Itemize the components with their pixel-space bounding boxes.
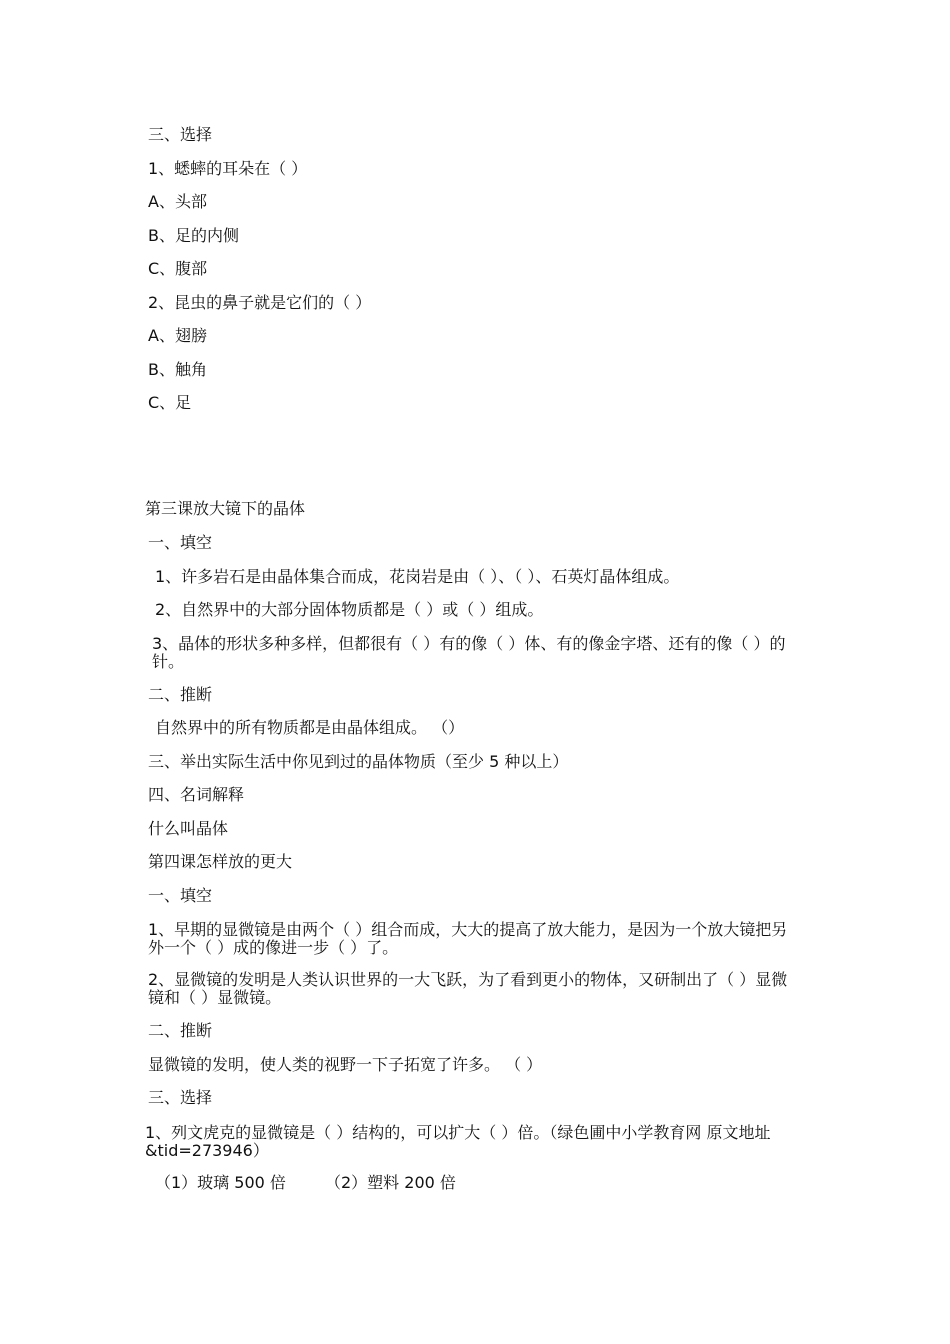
lesson4-fill-item-2: 2、显微镜的发明是人类认识世界的一大飞跃，为了看到更小的物体，又研制出了（ ）显微镜和（ ）显微镜。: [148, 970, 788, 1007]
lesson4-judge-item: 显微镜的发明，使人类的视野一下子拓宽了许多。 （ ）: [148, 1055, 543, 1074]
lesson3-fill-item-3: 3、晶体的形状多种多样，但都很有（ ）有的像（ ）体、有的像金字塔、还有的像（ ）的针。: [152, 634, 786, 671]
lesson4-fill-item-1: 1、早期的显微镜是由两个（ ）组合而成，大大的提高了放大能力，是因为一个放大镜把另外一个（ ）成的像进一步（ ）了。: [148, 920, 788, 957]
lesson3-fill-item-1: 1、许多岩石是由晶体集合而成，花岗岩是由（ ）、（ ）、石英灯晶体组成。: [155, 567, 680, 586]
lesson4-choice-option-2: （2）塑料 200 倍: [325, 1173, 456, 1192]
lesson3-fill-heading: 一、填空: [148, 533, 213, 552]
option-2c: C、足: [148, 393, 192, 412]
option-1b: B、足的内侧: [148, 226, 239, 245]
lesson3-judge-heading: 二、推断: [148, 685, 213, 704]
lesson4-fill-heading: 一、填空: [148, 886, 213, 905]
option-2a: A、翅膀: [148, 326, 207, 345]
lesson4-choice-heading: 三、选择: [148, 1088, 213, 1107]
lesson4-judge-heading: 二、推断: [148, 1021, 213, 1040]
lesson4-choice-item: 1、列文虎克的显微镜是（ ）结构的，可以扩大（ ）倍。（绿色圃中小学教育网 原文地址&tid=273946）: [145, 1123, 771, 1160]
lesson3-terms-heading: 四、名词解释: [148, 785, 245, 804]
lesson4-title: 第四课怎样放的更大: [148, 852, 293, 871]
lesson3-title: 第三课放大镜下的晶体: [145, 499, 306, 518]
lesson3-judge-item: 自然界中的所有物质都是由晶体组成。 （）: [155, 718, 465, 737]
lesson4-choice-option-1: （1）玻璃 500 倍: [155, 1173, 286, 1192]
lesson3-fill-item-2: 2、自然界中的大部分固体物质都是（ ）或（ ）组成。: [155, 600, 544, 619]
question-2: 2、昆虫的鼻子就是它们的（ ）: [148, 293, 372, 312]
section-heading-choice: 三、选择: [148, 125, 213, 144]
option-1a: A、头部: [148, 192, 207, 211]
lesson3-terms-item: 什么叫晶体: [148, 819, 229, 838]
question-1: 1、蟋蟀的耳朵在（ ）: [148, 159, 308, 178]
option-2b: B、触角: [148, 360, 207, 379]
lesson3-examples-heading: 三、举出实际生活中你见到过的晶体物质（至少 5 种以上）: [148, 752, 569, 771]
option-1c: C、腹部: [148, 259, 208, 278]
